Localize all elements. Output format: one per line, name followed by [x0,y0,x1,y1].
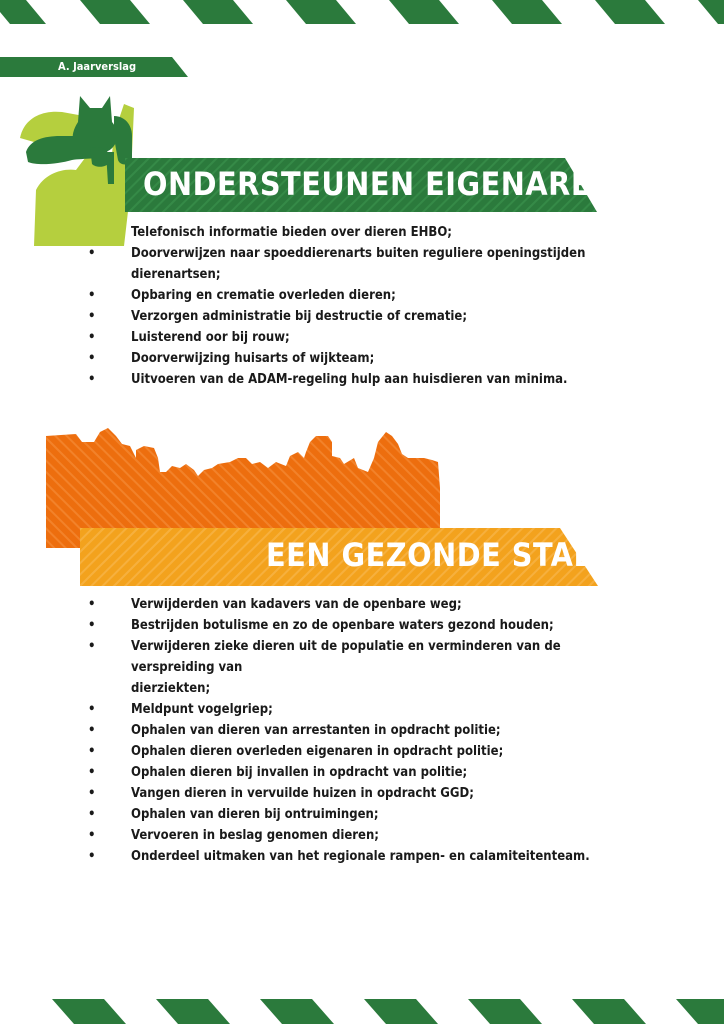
bullet-icon: • [88,786,96,801]
list-item-text: Doorverwijzen naar spoeddierenarts buiten reguliere openingstijden dierenartsen; [131,246,586,282]
bullet-icon: • [88,723,96,738]
bullet-icon: • [88,246,96,261]
bullet-icon: • [88,639,96,654]
bottom-stripe-graphic [0,999,724,1024]
bullet-icon: • [88,849,96,864]
list-item-text: Telefonisch informatie bieden over dieren EHBO; [131,225,452,240]
list-item [86,804,646,825]
list-item-text: Ophalen dieren overleden eigenaren in opdracht politie; [131,744,504,759]
list-item [86,741,646,762]
bullet-icon: • [88,702,96,717]
list-item-text: Ophalen van dieren bij ontruimingen; [131,807,379,822]
bottom-stripe-border [0,999,724,1024]
list-item-text: Doorverwijzing huisarts of wijkteam; [131,351,375,366]
bullet-icon: • [88,351,96,366]
list-item [86,636,646,678]
section2-banner [80,528,600,586]
section-tag-label: A. Jaarverslag [58,60,137,73]
bullet-icon: • [88,828,96,843]
list-item [86,348,646,369]
list-item-text: Luisterend oor bij rouw; [131,330,290,345]
section-tag [0,57,188,77]
list-item [86,825,646,846]
list-item [86,243,646,285]
section1-banner [125,158,616,212]
list-item [86,615,646,636]
top-stripe-graphic [0,0,724,24]
list-item-text: Meldpunt vogelgriep; [131,702,273,717]
list-item [86,222,646,243]
bullet-icon: • [88,330,96,345]
list-item [86,783,646,804]
list-item-text: Uitvoeren van de ADAM-regeling hulp aan huisdieren van minima. [131,372,568,387]
bullet-icon: • [88,807,96,822]
list-item-text: Opbaring en crematie overleden dieren; [131,288,396,303]
list-item-text: Ophalen dieren bij invallen in opdracht van politie; [131,765,468,780]
list-item-continuation [86,678,646,699]
list-item-text: Bestrijden botulisme en zo de openbare waters gezond houden; [131,618,554,633]
bullet-icon: • [88,618,96,633]
list-item [86,594,646,615]
bullet-icon: • [88,744,96,759]
list-item [86,306,646,327]
list-item [86,699,646,720]
list-item [86,285,646,306]
list-item-text: dierziekten; [131,681,211,696]
section1-title: ONDERSTEUNEN EIGENAREN [143,165,616,203]
list-item-text: Vervoeren in beslag genomen dieren; [131,828,379,843]
list-item-text: Verwijderden van kadavers van de openbare weg; [131,597,462,612]
list-item-text: Onderdeel uitmaken van het regionale rampen- en calamiteitenteam. [131,849,590,864]
section1-list [86,222,646,390]
list-item [86,762,646,783]
section2-list [86,594,646,867]
list-item-text: Ophalen van dieren van arrestanten in opdracht politie; [131,723,501,738]
list-item [86,369,646,390]
list-item [86,327,646,348]
bullet-icon: • [88,372,96,387]
bullet-icon: • [88,309,96,324]
bullet-icon: • [88,765,96,780]
list-item [86,720,646,741]
list-item-text: Verzorgen administratie bij destructie of crematie; [131,309,468,324]
bullet-icon: • [88,288,96,303]
section2-title: EEN GEZONDE STAD [266,536,598,574]
bullet-icon: • [88,597,96,612]
list-item-text: Vangen dieren in vervuilde huizen in opdracht GGD; [131,786,474,801]
list-item-text: Verwijderen zieke dieren uit de populatie en verminderen van de verspreiding van [131,639,561,675]
top-stripe-border [0,0,724,24]
list-item [86,846,646,867]
